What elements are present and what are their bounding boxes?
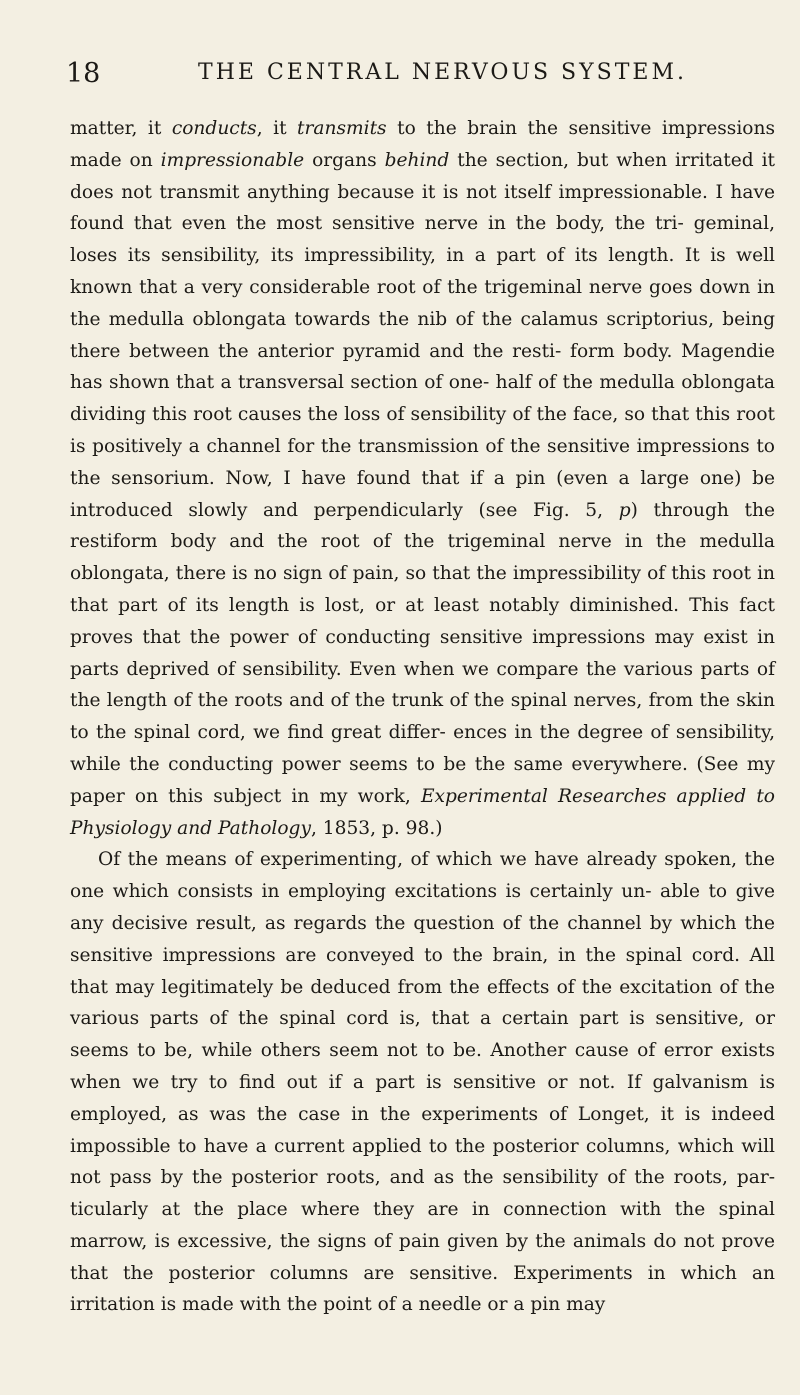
running-head — [66, 58, 775, 96]
paragraph-1-text: the section, but when irritated it does not transmit anything because it is not itself impressionable. I have found that even the most sensitive nerve in the body, the tri- geminal, loses its sensibility, its impressibility, in a part of its length. It is well known that a very considerable root of the trigeminal nerve goes down in the medulla oblongata towards the nib of the calamus scriptorius, being there between the anterior pyramid and the resti- form body. Magendie has shown that a transversal section of one- half of the medulla oblongata dividing this root causes the loss of sensibility of the face, so that this root is positively a channel for the transmission of the sensitive impressions to the sensorium. Now, I have found that if a pin (even a large one) be introduced slowly and perpendicularly (see Fig. 5, — [70, 149, 775, 521]
paragraph-1-text: to the brain the sensitive impressions made on — [70, 118, 775, 171]
paragraph-1-text: , 1853, p. 98.) — [310, 817, 443, 839]
paragraph-1 — [70, 113, 775, 844]
paragraph-1-text: ) through the restiform body and the root of the trigeminal nerve in the medulla oblongata, there is no sign of pain, so that the impressibility of this root in that part of its length is lost, or at least notably diminished. This fact proves that the power of conducting sensitive impressions may exist in parts deprived of sensibility. Even when we compare the various parts of the length of the roots and of the trunk of the spinal nerves, from the skin to the spinal cord, we find great differ- ences in the degree of sensibility, while the conducting power seems to be the same everywhere. (See my paper on this subject in my work, — [70, 499, 775, 807]
italic-figure-letter: p — [618, 499, 631, 521]
italic-impressionable: impressionable — [160, 149, 305, 171]
italic-behind: behind — [384, 149, 450, 171]
italic-conducts: conducts — [171, 118, 257, 139]
body-text — [70, 113, 775, 1321]
paragraph-2: Of the means of experimenting, of which we have already spoken, the one which consists in employing excitations is certainly un- able to give any decisive result, as regards the question of the channel by which the sensitive impressions are conveyed to the brain, in the spinal cord. All that may legitimately be deduced from the effects of the excitation of the various parts of the spinal cord is, that a certain part is sensitive, or seems to be, while others seem not to be. Another cause of error exists when we try to find out if a part is sensitive or not. If galvanism is employed, as was the case in the experiments of Longet, it is indeed impossible to have a current applied to the posterior columns, which will not pass by the posterior roots, and as the sensibility of the roots, par- ticularly at the place where they are in connection with the spinal marrow, is excessive, the signs of pain given by the animals do not prove that the posterior columns are sensitive. Experiments in which an irritation is made with the point of a needle or a pin may — [70, 849, 775, 1316]
running-title: THE CENTRAL NERVOUS SYSTEM. — [198, 60, 687, 85]
italic-book-title: Experimental Researches applied to Physiology and Pathology — [70, 785, 775, 839]
page-number: 18 — [66, 58, 101, 89]
paragraph-1-text: organs — [304, 149, 385, 171]
paragraph-1-text: , it — [256, 118, 298, 139]
book-page — [66, 58, 775, 1321]
paragraph-1-text: matter, it — [70, 118, 172, 139]
italic-transmits: transmits — [297, 118, 387, 139]
